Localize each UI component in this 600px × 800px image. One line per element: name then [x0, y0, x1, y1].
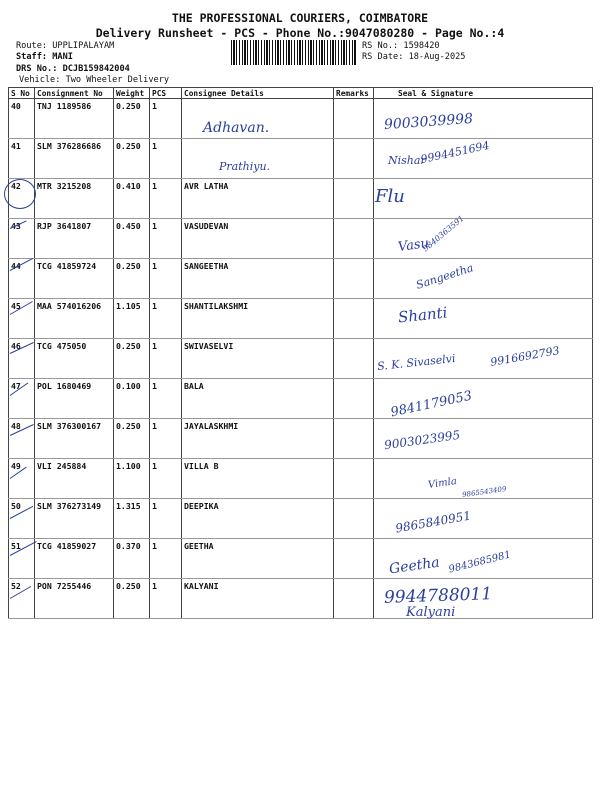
- row-remarks: [334, 299, 374, 339]
- row-weight: 0.250: [114, 99, 150, 139]
- row-consignee: AVR LATHA: [182, 179, 334, 219]
- row-remarks: [334, 219, 374, 259]
- row-consignment-no: MTR 3215208: [35, 179, 114, 219]
- col-pcs: PCS: [150, 88, 182, 99]
- row-remarks: [334, 139, 374, 179]
- row-weight: 0.250: [114, 259, 150, 299]
- signature-row-44: Sangeetha: [414, 261, 475, 292]
- row-sno: 50: [9, 499, 35, 539]
- row-signature: [374, 179, 593, 219]
- signature-row-40: 9003039998: [383, 110, 474, 134]
- row-pcs: 1: [150, 379, 182, 419]
- signature-row-51-phone: 9843685981: [447, 549, 513, 576]
- handwritten-name-row-40: Adhavan.: [203, 120, 270, 136]
- row-pcs: 1: [150, 499, 182, 539]
- col-remarks: Remarks: [334, 88, 374, 99]
- row-weight: 0.250: [114, 419, 150, 459]
- col-sno: S No: [9, 88, 35, 99]
- col-seal-signature: Seal & Signature: [374, 88, 593, 99]
- row-weight: 1.100: [114, 459, 150, 499]
- row-consignment-no: TNJ 1189586: [35, 99, 114, 139]
- row-remarks: [334, 459, 374, 499]
- table-row: [9, 499, 593, 539]
- row-consignment-no: VLI 245884: [35, 459, 114, 499]
- table-header-row: [9, 88, 593, 99]
- row-consignment-no: POL 1680469: [35, 379, 114, 419]
- signature-row-51-name: Geetha: [388, 554, 441, 578]
- row-pcs: 1: [150, 339, 182, 379]
- row-sno: 47: [9, 379, 35, 419]
- row-pcs: 1: [150, 539, 182, 579]
- table-row: [9, 139, 593, 179]
- signature-row-46-phone: 9916692793: [489, 344, 561, 369]
- row-sno: 46: [9, 339, 35, 379]
- signature-row-50: 9865840951: [394, 508, 472, 536]
- signature-row-41-name: Nishar: [388, 154, 426, 167]
- table-row: [9, 579, 593, 619]
- row-consignment-no: SLM 376273149: [35, 499, 114, 539]
- row-consignment-no: SLM 376286686: [35, 139, 114, 179]
- circled-row-marker: [4, 179, 36, 209]
- row-remarks: [334, 259, 374, 299]
- table-row: [9, 299, 593, 339]
- table-row: [9, 419, 593, 459]
- row-sno: 52: [9, 579, 35, 619]
- row-pcs: 1: [150, 219, 182, 259]
- rs-number: RS No.: 1598420: [362, 41, 440, 51]
- row-sno: 44: [9, 259, 35, 299]
- row-consignee: VASUDEVAN: [182, 219, 334, 259]
- row-weight: 1.315: [114, 499, 150, 539]
- row-remarks: [334, 579, 374, 619]
- row-consignee: VILLA B: [182, 459, 334, 499]
- row-remarks: [334, 99, 374, 139]
- row-consignee: KALYANI: [182, 579, 334, 619]
- row-pcs: 1: [150, 139, 182, 179]
- table-row: [9, 379, 593, 419]
- row-sno: 41: [9, 139, 35, 179]
- row-consignee: DEEPIKA: [182, 499, 334, 539]
- row-pcs: 1: [150, 179, 182, 219]
- row-remarks: [334, 499, 374, 539]
- col-consignee-details: Consignee Details: [182, 88, 334, 99]
- runsheet-subtitle: Delivery Runsheet - PCS - Phone No.:9047080280 - Page No.:4: [95, 26, 505, 40]
- handwritten-name-row-41: Prathiyu.: [219, 160, 271, 173]
- row-pcs: 1: [150, 459, 182, 499]
- row-consignment-no: TCG 41859027: [35, 539, 114, 579]
- vehicle-label: Vehicle: Two Wheeler Delivery: [19, 75, 170, 85]
- row-sno: 48: [9, 419, 35, 459]
- table-row: [9, 99, 593, 139]
- row-sno: 40: [9, 99, 35, 139]
- signature-row-49-phone: 9865543409: [461, 484, 507, 500]
- signature-row-49-name: Vimla: [427, 476, 458, 491]
- drs-label: DRS No.: DCJB159842004: [16, 64, 130, 74]
- row-weight: 0.410: [114, 179, 150, 219]
- row-consignee: JAYALASKHMI: [182, 419, 334, 459]
- staff-label: Staff: MANI: [16, 52, 73, 62]
- row-weight: 0.100: [114, 379, 150, 419]
- row-consignment-no: TCG 475050: [35, 339, 114, 379]
- row-remarks: [334, 179, 374, 219]
- row-sno: 49: [9, 459, 35, 499]
- row-pcs: 1: [150, 99, 182, 139]
- row-pcs: 1: [150, 259, 182, 299]
- route-label: Route: UPPLIPALAYAM: [16, 41, 115, 51]
- row-consignee: BALA: [182, 379, 334, 419]
- col-weight: Weight: [114, 88, 150, 99]
- signature-row-52-phone: 9944788011: [383, 584, 493, 608]
- row-consignment-no: SLM 376300167: [35, 419, 114, 459]
- row-sno: 43: [9, 219, 35, 259]
- signature-row-43-name: Vasu: [397, 235, 430, 256]
- signature-row-43-phone: 9840363591: [421, 213, 466, 254]
- row-weight: 0.450: [114, 219, 150, 259]
- row-sno: 45: [9, 299, 35, 339]
- signature-row-45: Shanti: [397, 303, 449, 327]
- row-sno: 51: [9, 539, 35, 579]
- barcode-image: [231, 40, 357, 65]
- row-weight: 0.250: [114, 139, 150, 179]
- row-consignee: SANGEETHA: [182, 259, 334, 299]
- company-title: THE PROFESSIONAL COURIERS, COIMBATORE: [171, 11, 429, 25]
- row-consignment-no: PON 7255446: [35, 579, 114, 619]
- row-remarks: [334, 539, 374, 579]
- row-pcs: 1: [150, 419, 182, 459]
- table-row: [9, 179, 593, 219]
- row-weight: 1.105: [114, 299, 150, 339]
- row-consignee: GEETHA: [182, 539, 334, 579]
- row-signature: [374, 259, 593, 299]
- row-remarks: [334, 339, 374, 379]
- row-consignee: SWIVASELVI: [182, 339, 334, 379]
- row-consignment-no: RJP 3641807: [35, 219, 114, 259]
- row-weight: 0.370: [114, 539, 150, 579]
- row-pcs: 1: [150, 579, 182, 619]
- row-consignment-no: MAA 574016206: [35, 299, 114, 339]
- row-remarks: [334, 419, 374, 459]
- row-weight: 0.250: [114, 579, 150, 619]
- row-weight: 0.250: [114, 339, 150, 379]
- signature-row-46-name: S. K. Sivaselvi: [376, 351, 457, 374]
- row-pcs: 1: [150, 299, 182, 339]
- signature-row-48: 9003023995: [383, 427, 461, 453]
- signature-row-47: 9841179053: [389, 388, 474, 421]
- row-sno: 42: [9, 179, 35, 219]
- signature-row-42: Flu: [375, 186, 405, 207]
- rs-date: RS Date: 18-Aug-2025: [362, 52, 466, 62]
- row-consignee: SHANTILAKSHMI: [182, 299, 334, 339]
- table-row: [9, 259, 593, 299]
- row-consignment-no: TCG 41859724: [35, 259, 114, 299]
- signature-row-52-name: Kalyani: [406, 605, 456, 620]
- table-row: [9, 219, 593, 259]
- col-consignment-no: Consignment No: [35, 88, 114, 99]
- signature-row-41-phone: 9994451694: [419, 138, 491, 167]
- row-remarks: [334, 379, 374, 419]
